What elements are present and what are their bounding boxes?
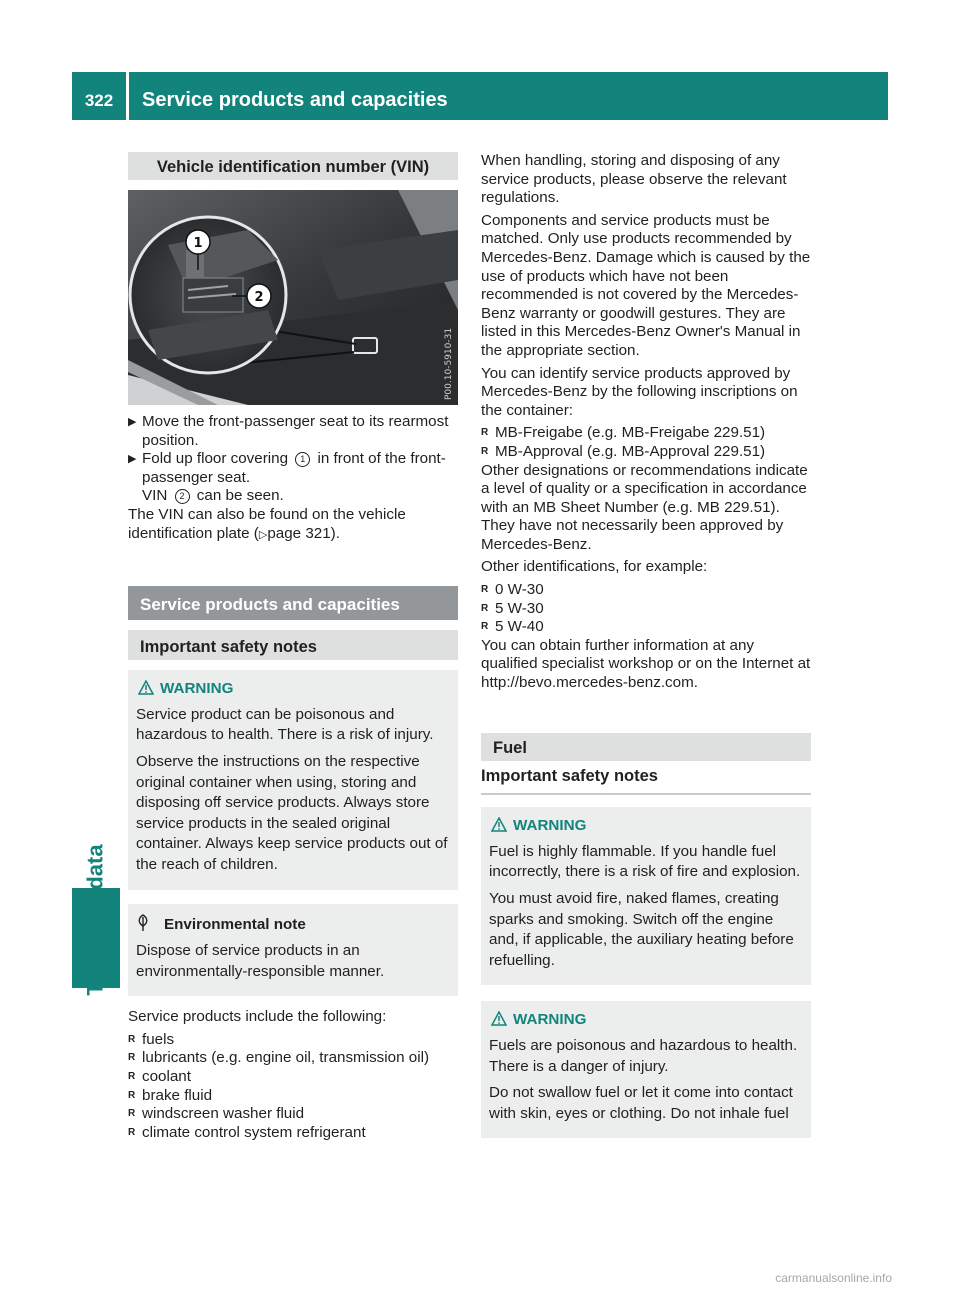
page-number: 322 (84, 91, 114, 110)
vin-heading: Vehicle identification number (VIN) (128, 152, 458, 180)
list-item: R windscreen washer fluid (128, 1105, 305, 1123)
header-separator (126, 72, 129, 120)
paragraph-more-info: You can obtain further information at any qualified specialist workshop or on the Internet at http://bevo.mercedes-benz.com. (481, 636, 811, 692)
warning-title: WARNING (513, 1011, 587, 1029)
footer-watermark: carmanualsonline.info (775, 1271, 892, 1286)
step-arrow-icon: ▶ (128, 416, 137, 428)
bullet-icon: R (481, 602, 489, 614)
bullet-icon: R (128, 1052, 136, 1064)
paragraph-identify: You can identify service products approved by Mercedes-Benz by the following inscriptions on the container: (481, 364, 798, 419)
subheading-safety-notes: Important safety notes (128, 630, 458, 660)
step-1: ▶ Move the front-passenger seat to its rearmost position. (128, 413, 449, 449)
warning-text-1: Service product can be poisonous and hazardous to health. There is a risk of injury. (136, 705, 434, 744)
warning-title: WARNING (160, 680, 234, 698)
bullet-icon: R (128, 1108, 136, 1120)
chapter-tab-marker (72, 888, 120, 988)
ref-1-icon: 1 (295, 452, 310, 467)
list-item: R fuels (128, 1030, 175, 1048)
image-code: P00.10-5910-31 (444, 327, 454, 400)
fuel-warning-box-2 (481, 1001, 811, 1138)
paragraph-other-ids: Other identifications, for example: (481, 558, 708, 576)
environment-leaf-icon (136, 914, 152, 938)
include-intro: Service products include the following: (128, 1008, 387, 1026)
step-arrow-icon: ▶ (128, 453, 137, 466)
bullet-icon: R (128, 1089, 136, 1101)
list-item: R lubricants (e.g. engine oil, transmission oil) (128, 1049, 430, 1067)
bullet-icon: R (128, 1071, 136, 1083)
list-item: R coolant (128, 1068, 191, 1086)
env-note-title: Environmental note (164, 915, 306, 933)
step-2: ▶ Fold up floor covering 1 in front of the front-passenger seat. VIN 2 can be seen. (128, 450, 446, 505)
page-header (72, 72, 888, 120)
fuel-warning-text-2: You must avoid fire, naked flames, creating sparks and smoking. Switch off the engine and, if applicable, the auxiliary heating before refuelling. (489, 890, 794, 969)
paragraph-handling: When handling, storing and disposing of any service products, please observe the relevant regulations. (481, 152, 787, 207)
page-title: Service products and capacities (142, 89, 448, 111)
page-ref-arrow-icon: ▷ (258, 528, 268, 541)
list-item: R climate control system refrigerant (128, 1123, 366, 1141)
list-item: R 0 W-30 (481, 581, 544, 599)
fuel-subheading: Important safety notes (481, 761, 811, 796)
fuel-warning-box-1 (481, 807, 811, 985)
viscosity-list (481, 581, 811, 637)
bullet-icon: R (481, 445, 489, 457)
warning-triangle-icon (138, 680, 154, 701)
callout-2: 2 (254, 290, 264, 305)
fuel-warning-text-1: Fuel is highly flammable. If you handle fuel incorrectly, there is a risk of fire and explosion. (489, 842, 801, 881)
fuel-heading: Fuel (481, 733, 811, 761)
warning-triangle-icon (491, 1011, 507, 1032)
right-column (481, 152, 811, 1138)
warning-box (128, 670, 458, 889)
left-column (128, 152, 458, 1142)
ref-2-icon: 2 (175, 489, 190, 504)
callout-1: 1 (193, 236, 203, 251)
approval-list (481, 424, 811, 461)
paragraph-designations: Other designations or recommendations indicate a level of quality or a specification in accordance with an MB Sheet Number (e.g. MB 229.51). They have not necessarily been approved by Mercedes-Benz. (481, 461, 808, 553)
list-item: R MB-Approval (e.g. MB-Approval 229.51) (481, 442, 766, 460)
bullet-icon: R (481, 621, 489, 633)
list-item: R brake fluid (128, 1086, 213, 1104)
bullet-icon: R (128, 1033, 136, 1045)
page-ref-link[interactable]: page 321). (267, 524, 340, 542)
section-heading-service-products: Service products and capacities (128, 586, 458, 620)
list-item: R 5 W-40 (481, 618, 544, 636)
bullet-icon: R (481, 584, 489, 596)
fuel-warning2-text-1: Fuels are poisonous and hazardous to health. There is a danger of injury. (489, 1036, 798, 1075)
warning-title: WARNING (513, 817, 587, 835)
bullet-icon: R (481, 427, 489, 439)
fuel-warning2-text-2: Do not swallow fuel or let it come into contact with skin, eyes or clothing. Do not inhale fuel (489, 1084, 793, 1122)
environmental-note-box (128, 904, 458, 997)
vin-plate-note: The VIN can also be found on the vehicle identification plate (▷page 321). (128, 505, 406, 542)
paragraph-matching: Components and service products must be matched. Only use products recommended by Mercedes-Benz. Damage which is caused by the use of products which have not been recommended is not covered by the Mercedes-Benz warranty or goodwill gestures. They are listed in this Mercedes-Benz Owner's Manual in the appropriate section. (481, 211, 811, 359)
list-item: R MB-Freigabe (e.g. MB-Freigabe 229.51) (481, 424, 766, 442)
vin-location-photo (128, 190, 458, 405)
warning-triangle-icon (491, 817, 507, 838)
service-products-list (128, 1031, 458, 1143)
warning-text-2: Observe the instructions on the respective original container when using, storing and disposing off service products. Always store service products in the sealed original container. Always keep service products out of the reach of children. (136, 752, 448, 873)
env-note-text: Dispose of service products in an environmentally-responsible manner. (136, 942, 385, 980)
bullet-icon: R (128, 1126, 136, 1138)
list-item: R 5 W-30 (481, 599, 544, 617)
chapter-tab (72, 580, 120, 990)
